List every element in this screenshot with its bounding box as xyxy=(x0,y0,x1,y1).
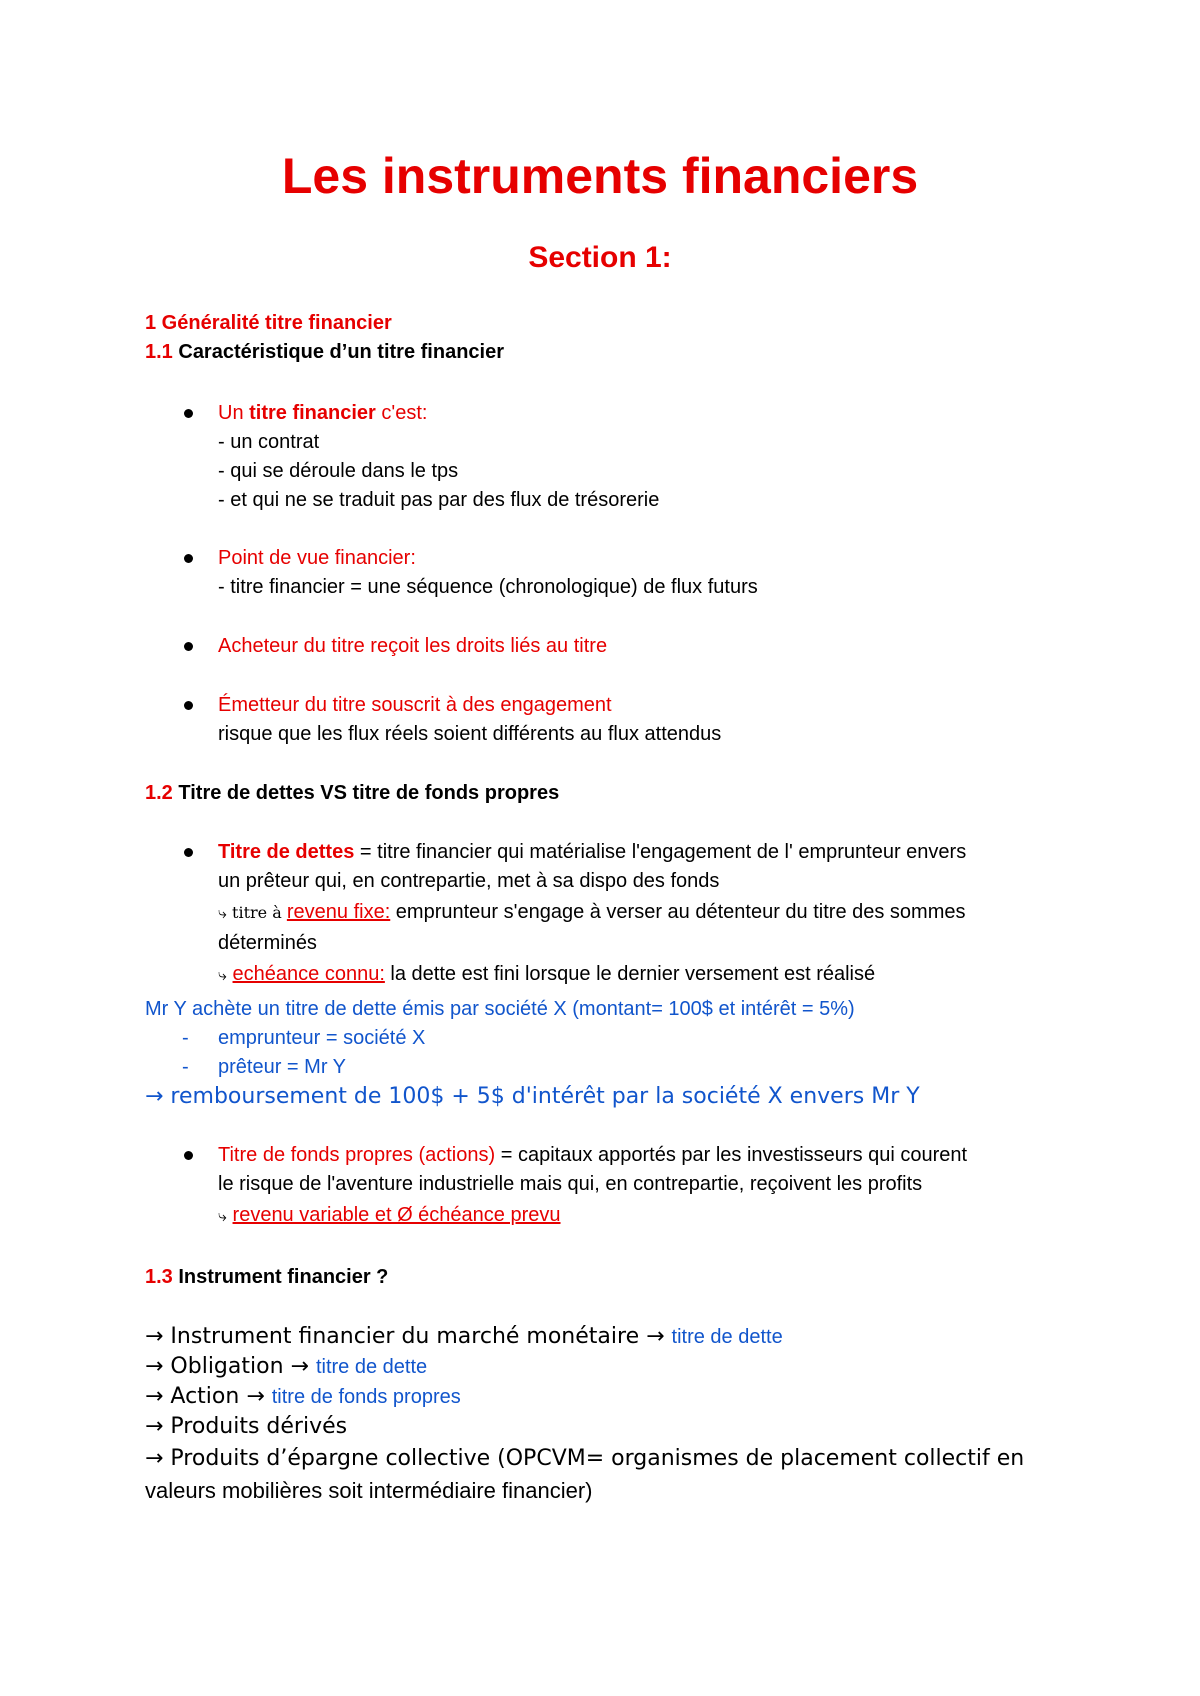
list-item-revenu-fixe xyxy=(218,898,966,927)
document-title: Les instruments financiers xyxy=(281,148,919,204)
bullet-icon xyxy=(184,409,193,418)
heading-1-3 xyxy=(145,1263,388,1291)
example-item: emprunteur = société X xyxy=(218,1027,426,1049)
text-run: → Instrument financier du marché monétaire → xyxy=(145,1324,672,1349)
heading-1-3-number: 1.3 xyxy=(145,1266,173,1288)
text-run: titre de dette xyxy=(671,1326,783,1348)
instrument-line xyxy=(145,1322,783,1352)
section-title: Section 1: xyxy=(528,241,672,274)
instrument-line xyxy=(145,1352,427,1382)
text-run: → Obligation → xyxy=(145,1354,316,1379)
bullet-fonds-propres xyxy=(218,1141,967,1169)
bullet-emetteur: Émetteur du titre souscrit à des engagement xyxy=(218,694,612,716)
text-run: → Action → xyxy=(145,1384,272,1409)
list-item: - qui se déroule dans le tps xyxy=(218,460,459,482)
bullet-icon xyxy=(184,1151,193,1160)
list-item: - titre financier = une séquence (chronologique) de flux futurs xyxy=(218,576,758,598)
bullet-icon xyxy=(184,701,193,710)
text-run: c'est: xyxy=(375,402,428,424)
heading-1-3-text: Instrument financier ? xyxy=(172,1266,389,1288)
list-item: - un contrat xyxy=(218,431,320,453)
heading-1-2-number: 1.2 xyxy=(145,782,173,804)
heading-1-1-number: 1.1 xyxy=(145,341,173,363)
text-run-link: revenu fixe: xyxy=(286,901,391,923)
heading-1: 1 Généralité titre financier xyxy=(145,312,392,334)
text-run: emprunteur s'engage à verser au détenteur du titre des sommes xyxy=(390,901,966,923)
arrow-hook-icon: ⤷ xyxy=(218,1206,227,1225)
list-item-echeance xyxy=(218,960,875,989)
instrument-line-continued: valeurs mobilières soit intermédiaire financier) xyxy=(145,1478,593,1503)
arrow-hook-icon: ⤷ xyxy=(218,903,227,922)
bullet-icon xyxy=(184,642,193,651)
heading-1-2-text: Titre de dettes VS titre de fonds propres xyxy=(172,782,560,804)
list-item: le risque de l'aventure industrielle mais qui, en contrepartie, reçoivent les profits xyxy=(218,1173,923,1195)
heading-1-1-text: Caractéristique d’un titre financier xyxy=(172,341,505,363)
arrow-hook-icon: ⤷ xyxy=(218,965,227,984)
list-item-revenu-variable xyxy=(218,1201,561,1230)
text-run: = titre financier qui matérialise l'engagement de l' emprunteur envers xyxy=(354,841,967,863)
text-run: la dette est fini lorsque le dernier versement est réalisé xyxy=(384,963,876,985)
list-item: risque que les flux réels soient différents au flux attendus xyxy=(218,723,722,745)
example-result: → remboursement de 100$ + 5$ d'intérêt par la société X envers Mr Y xyxy=(145,1084,920,1109)
example-line: Mr Y achète un titre de dette émis par société X (montant= 100$ et intérêt = 5%) xyxy=(145,998,855,1020)
instrument-line: → Produits d’épargne collective (OPCVM= organismes de placement collectif en xyxy=(145,1446,1025,1471)
bullet-icon xyxy=(184,554,193,563)
instrument-line: → Produits dérivés xyxy=(145,1414,348,1439)
text-run: titre de dette xyxy=(315,1356,428,1378)
text-run-link: revenu variable et Ø échéance prevu xyxy=(232,1204,561,1226)
text-run: titre à xyxy=(226,903,287,922)
list-item: un prêteur qui, en contrepartie, met à sa dispo des fonds xyxy=(218,870,720,892)
instrument-line xyxy=(145,1382,461,1412)
bullet-acheteur: Acheteur du titre reçoit les droits liés au titre xyxy=(218,635,608,657)
bullet-titre-de-dettes xyxy=(218,838,966,866)
list-item: - et qui ne se traduit pas par des flux de trésorerie xyxy=(218,489,660,511)
dash-icon: - xyxy=(182,1056,189,1078)
heading-1-1 xyxy=(145,338,504,366)
text-run-bold: Titre de dettes xyxy=(218,841,355,863)
text-run: Titre de fonds propres (actions) xyxy=(218,1144,496,1166)
text-run-bold: titre financier xyxy=(249,402,376,424)
text-run-link: echéance connu: xyxy=(232,963,385,985)
text-run: = capitaux apportés par les investisseurs qui courent xyxy=(495,1144,968,1166)
text-run: titre de fonds propres xyxy=(271,1386,461,1408)
bullet-titre-financier xyxy=(218,399,427,427)
text-run: Un xyxy=(218,402,250,424)
heading-1-2 xyxy=(145,779,559,807)
bullet-point-de-vue: Point de vue financier: xyxy=(218,547,416,569)
list-item: déterminés xyxy=(218,932,317,954)
bullet-icon xyxy=(184,848,193,857)
dash-icon: - xyxy=(182,1027,189,1049)
example-item: prêteur = Mr Y xyxy=(218,1056,347,1078)
